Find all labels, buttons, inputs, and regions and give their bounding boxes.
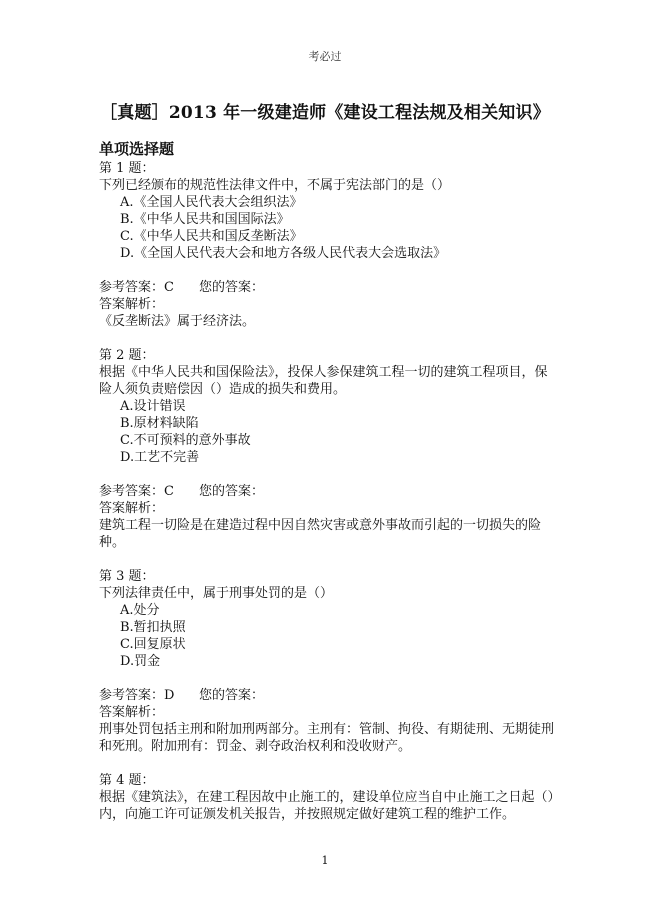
option-a: A.设计错误 bbox=[120, 399, 186, 414]
question-3 bbox=[99, 568, 559, 755]
question-1 bbox=[99, 160, 559, 330]
option-b: B.暂扣执照 bbox=[120, 620, 186, 635]
option-c: C.《中华人民共和国反垄断法》 bbox=[120, 229, 303, 244]
analysis-label: 答案解析： bbox=[99, 297, 165, 312]
page-number: 1 bbox=[321, 854, 329, 867]
analysis-label: 答案解析： bbox=[99, 501, 165, 516]
option-list bbox=[99, 398, 559, 466]
analysis-text: 《反垄断法》属于经济法。 bbox=[99, 314, 256, 329]
question-number: 第 3 题： bbox=[99, 569, 155, 584]
question-stem: 下列法律责任中，属于刑事处罚的是（） bbox=[99, 586, 334, 601]
option-list bbox=[99, 602, 559, 670]
analysis-text: 刑事处罚包括主刑和附加刑两部分。主刑有：管制、拘役、有期徒刑、无期徒刑和死刑。附加刑有：罚金、剥夺政治权利和没收财产。 bbox=[99, 722, 555, 754]
question-4 bbox=[99, 772, 559, 823]
option-b: B.原材料缺陷 bbox=[120, 416, 199, 431]
question-stem: 下列已经颁布的规范性法律文件中，不属于宪法部门的是（） bbox=[99, 178, 451, 193]
option-b: B.《中华人民共和国国际法》 bbox=[120, 212, 290, 227]
reference-answer: 参考答案：D bbox=[99, 688, 175, 703]
question-2 bbox=[99, 347, 559, 551]
document-body bbox=[99, 140, 559, 840]
document-title: ［真题］2013 年一级建造师《建设工程法规及相关知识》 bbox=[100, 103, 550, 123]
option-c: C.不可预料的意外事故 bbox=[120, 433, 251, 448]
option-c: C.回复原状 bbox=[120, 637, 186, 652]
option-list bbox=[99, 194, 559, 262]
option-a: A.《全国人民代表大会组织法》 bbox=[120, 195, 303, 210]
answer-row bbox=[99, 483, 559, 500]
option-d: D.《全国人民代表大会和地方各级人民代表大会选取法》 bbox=[120, 246, 447, 261]
reference-answer: 参考答案：C bbox=[99, 280, 174, 295]
reference-answer: 参考答案：C bbox=[99, 484, 174, 499]
analysis-label: 答案解析： bbox=[99, 705, 165, 720]
your-answer-label: 您的答案： bbox=[199, 484, 265, 499]
your-answer-label: 您的答案： bbox=[199, 280, 265, 295]
page-header: 考必过 bbox=[308, 50, 342, 63]
question-stem: 根据《建筑法》，在建工程因故中止施工的，建设单位应当自中止施工之日起（）内，向施工许可证颁发机关报告，并按照规定做好建筑工程的维护工作。 bbox=[99, 790, 555, 822]
analysis-text: 建筑工程一切险是在建造过程中因自然灾害或意外事故而引起的一切损失的险种。 bbox=[99, 518, 542, 550]
option-d: D.工艺不完善 bbox=[120, 450, 200, 465]
answer-row bbox=[99, 687, 559, 704]
section-title: 单项选择题 bbox=[99, 140, 175, 158]
option-d: D.罚金 bbox=[120, 654, 161, 669]
question-stem: 根据《中华人民共和国保险法》，投保人参保建筑工程一切的建筑工程项目，保险人须负责赔偿因（）造成的损失和费用。 bbox=[99, 365, 548, 397]
question-number: 第 1 题： bbox=[99, 161, 155, 176]
question-number: 第 2 题： bbox=[99, 348, 155, 363]
answer-row bbox=[99, 279, 559, 296]
option-a: A.处分 bbox=[120, 603, 160, 618]
your-answer-label: 您的答案： bbox=[199, 688, 265, 703]
question-number: 第 4 题： bbox=[99, 773, 155, 788]
